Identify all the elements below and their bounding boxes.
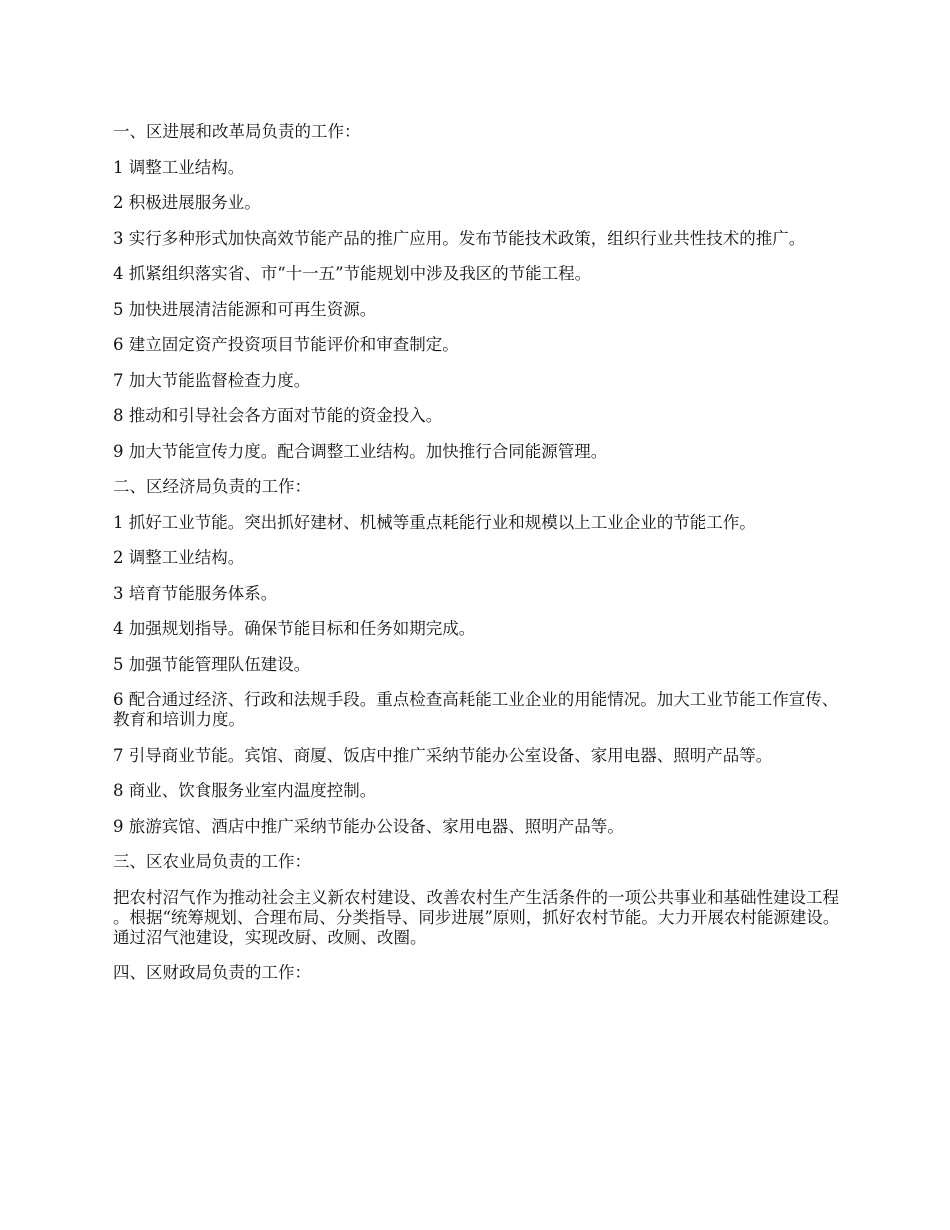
- list-item: 4 抓紧组织落实省、市“十一五”节能规划中涉及我区的节能工程。: [113, 264, 592, 283]
- list-item: 7 加大节能监督检查力度。: [113, 370, 311, 390]
- list-item: 1 调整工业结构。: [113, 157, 245, 177]
- section-heading-agriculture: 三、区农业局负责的工作：: [113, 852, 311, 871]
- list-item: 6 配合通过经济、行政和法规手段。重点检查高耗能工业企业的用能情况。加大工业节能工作宣传、教育和培训力度。: [113, 690, 839, 729]
- section-heading-economy: 二、区经济局负责的工作：: [113, 477, 311, 496]
- list-item: 4 加强规划指导。确保节能目标和任务如期完成。: [113, 619, 476, 638]
- list-item: 2 积极进展服务业。: [113, 193, 261, 212]
- section-heading-development-reform: 一、区进展和改革局负责的工作：: [113, 122, 361, 141]
- list-item: 8 商业、饮食服务业室内温度控制。: [113, 781, 377, 800]
- document-page: [113, 122, 840, 999]
- list-item: 9 旅游宾馆、酒店中推广采纳节能办公设备、家用电器、照明产品等。: [113, 816, 624, 836]
- list-item: 3 培育节能服务体系。: [113, 583, 278, 603]
- list-item: 6 建立固定资产投资项目节能评价和审查制定。: [113, 335, 459, 354]
- list-item: 8 推动和引导社会各方面对节能的资金投入。: [113, 406, 443, 425]
- list-item: 9 加大节能宣传力度。配合调整工业结构。加快推行合同能源管理。: [113, 441, 608, 461]
- list-item: 3 实行多种形式加快高效节能产品的推广应用。发布节能技术政策，组织行业共性技术的推广。: [113, 228, 806, 248]
- list-item: 5 加快进展清洁能源和可再生资源。: [113, 299, 377, 319]
- section-heading-finance: 四、区财政局负责的工作：: [113, 963, 311, 982]
- list-item: 5 加强节能管理队伍建设。: [113, 654, 311, 674]
- list-item: 7 引导商业节能。宾馆、商厦、饭店中推广采纳节能办公室设备、家用电器、照明产品等。: [113, 745, 773, 765]
- body-paragraph: 把农村沼气作为推动社会主义新农村建设、改善农村生产生活条件的一项公共事业和基础性建设工程。根据“统筹规划、合理布局、分类指导、同步进展”原则，抓好农村节能。大力开展农村能源建设。通过沼气池建设，实现改厨、改厕、改圈。: [113, 887, 840, 947]
- list-item: 1 抓好工业节能。突出抓好建材、机械等重点耗能行业和规模以上工业企业的节能工作。: [113, 512, 756, 532]
- list-item: 2 调整工业结构。: [113, 548, 245, 567]
